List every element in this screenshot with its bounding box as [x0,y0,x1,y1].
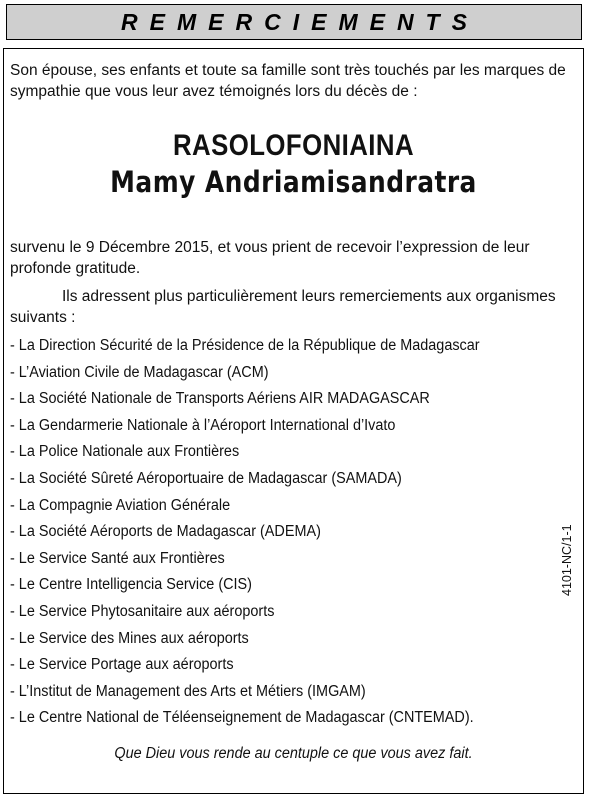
list-item: - La Société Aéroports de Madagascar (ADEMA) [10,523,321,541]
survenu-paragraph: survenu le 9 Décembre 2015, et vous prient de recevoir l’expression de leur profonde gratitude. [10,239,530,277]
list-item: - La Gendarmerie Nationale à l’Aéroport International d’Ivato [10,416,396,434]
list-item: - La Compagnie Aviation Générale [10,496,231,514]
deceased-name-block [3,128,584,200]
list-item: - Le Centre Intelligencia Service (CIS) [10,576,252,594]
special-thanks-line: suivants : [10,309,76,326]
list-item: - L’Aviation Civile de Madagascar (ACM) [10,363,269,381]
list-item: - L’Institut de Management des Arts et Métiers (IMGAM) [10,682,366,700]
closing-line: Que Dieu vous rende au centuple ce que vous avez fait. [114,745,473,762]
list-item: - Le Centre National de Téléenseignement de Madagascar (CNTEMAD). [10,709,474,727]
list-item: - Le Service Santé aux Frontières [10,549,225,567]
deceased-given-names: Mamy Andriamisandratra [110,165,477,199]
list-item: - Le Service Portage aux aéroports [10,656,234,674]
special-thanks-line: Ils adressent plus particulièrement leurs remerciements aux organismes [62,288,556,305]
page-title: REMERCIEMENTS [121,8,479,35]
list-item: - La Société Nationale de Transports Aériens AIR MADAGASCAR [10,390,430,408]
intro-paragraph: Son épouse, ses enfants et toute sa famille sont très touchés par les marques de sympathie que vous leur avez témoignés lors du décès de : [10,62,566,100]
list-item: - Le Service Phytosanitaire aux aéroports [10,602,275,620]
list-item: - La Police Nationale aux Frontières [10,443,240,461]
deceased-surname: RASOLOFONIAINA [172,129,415,162]
list-item: - La Société Sûreté Aéroportuaire de Madagascar (SAMADA) [10,469,402,487]
organization-list [10,333,515,732]
list-item: - Le Service des Mines aux aéroports [10,629,249,647]
list-item: - La Direction Sécurité de la Présidence de la République de Madagascar [10,337,480,354]
reference-code: 4101-NC/1-1 [560,524,574,596]
header-bar [6,4,582,40]
special-thanks-paragraph [10,286,580,328]
